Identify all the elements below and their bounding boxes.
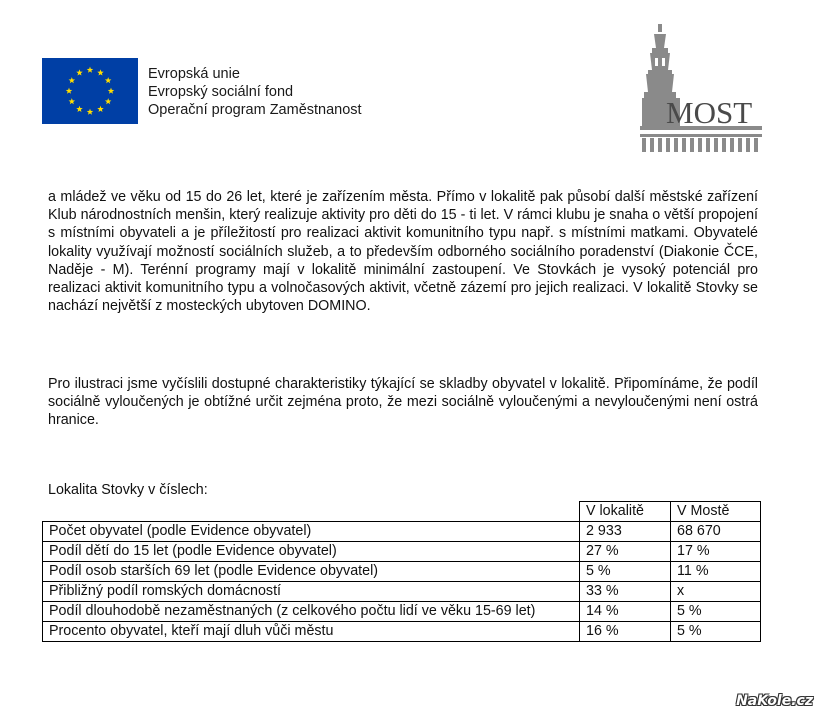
header-cell-most: V Mostě bbox=[671, 502, 761, 522]
eu-star-icon bbox=[97, 106, 103, 112]
eu-star-icon bbox=[87, 67, 93, 73]
row-value-locality: 33 % bbox=[580, 582, 671, 602]
eu-line-program: Operační program Zaměstnanost bbox=[148, 102, 362, 118]
table-row bbox=[43, 522, 761, 542]
table-header-row bbox=[43, 502, 761, 522]
eu-star-icon bbox=[105, 98, 111, 104]
table-row bbox=[43, 602, 761, 622]
eu-star-icon bbox=[97, 69, 103, 75]
eu-line-union: Evropská unie bbox=[148, 66, 240, 82]
row-label: Podíl dlouhodobě nezaměstnaných (z celkového počtu lidí ve věku 15-69 let) bbox=[43, 602, 580, 622]
eu-star-icon bbox=[87, 109, 93, 115]
eu-star-icon bbox=[69, 77, 75, 83]
table-row bbox=[43, 582, 761, 602]
eu-star-icon bbox=[69, 98, 75, 104]
eu-star-icon bbox=[76, 106, 82, 112]
eu-star-icon bbox=[76, 69, 82, 75]
row-label: Počet obyvatel (podle Evidence obyvatel) bbox=[43, 522, 580, 542]
eu-star-icon bbox=[105, 77, 111, 83]
row-label: Přibližný podíl romských domácností bbox=[43, 582, 580, 602]
eu-flag-logo bbox=[42, 58, 138, 124]
row-value-most: 5 % bbox=[671, 622, 761, 642]
eu-funding-text bbox=[148, 65, 362, 119]
row-label: Podíl dětí do 15 let (podle Evidence obyvatel) bbox=[43, 542, 580, 562]
eu-line-fund: Evropský sociální fond bbox=[148, 84, 294, 100]
row-value-locality: 14 % bbox=[580, 602, 671, 622]
watermark: NaKole.cz bbox=[736, 693, 813, 709]
table-row bbox=[43, 542, 761, 562]
eu-star-icon bbox=[66, 88, 72, 94]
table-row bbox=[43, 562, 761, 582]
row-value-most: 17 % bbox=[671, 542, 761, 562]
row-value-locality: 27 % bbox=[580, 542, 671, 562]
most-logo-text: MOST bbox=[666, 95, 753, 130]
eu-star-icon bbox=[108, 88, 114, 94]
header-cell-locality: V lokalitě bbox=[580, 502, 671, 522]
row-value-locality: 16 % bbox=[580, 622, 671, 642]
eu-stars-icon bbox=[42, 58, 138, 124]
header-cell-empty bbox=[43, 502, 580, 522]
row-value-most: 11 % bbox=[671, 562, 761, 582]
row-label: Procento obyvatel, kteří mají dluh vůči městu bbox=[43, 622, 580, 642]
row-value-most: 5 % bbox=[671, 602, 761, 622]
stats-table bbox=[42, 501, 761, 642]
table-row bbox=[43, 622, 761, 642]
row-value-most: 68 670 bbox=[671, 522, 761, 542]
row-value-most: x bbox=[671, 582, 761, 602]
row-label: Podíl osob starších 69 let (podle Evidence obyvatel) bbox=[43, 562, 580, 582]
row-value-locality: 2 933 bbox=[580, 522, 671, 542]
paragraph-1: a mládež ve věku od 15 do 26 let, které je zařízením města. Přímo v lokalitě pak působí další městské zařízení Klub národnostních menšin, který realizuje aktivity pro děti do 15 - ti let. V rámci klubu je snaha o větší propojení s místními obyvateli a je příležitostí pro realizaci aktivit komunitního typu např. s místními matkami. Obyvatelé lokality využívají možností sociálních služeb, a to především odborného sociálního poradenství (Diakonie ČCE, Naděje - M). Terénní programy mají v lokalitě minimální zastoupení. Ve Stovkách je vysoký potenciál pro realizaci aktivit komunitního typu a volnočasových aktivit, včetně zázemí pro jejich realizaci. V lokalitě Stovky se nachází největší z mosteckých ubytoven DOMINO. bbox=[48, 189, 758, 315]
paragraph-2: Pro ilustraci jsme vyčíslili dostupné charakteristiky týkající se skladby obyvatel v lokalitě. Připomínáme, že podíl sociálně vyloučených je obtížné určit zejména proto, že mezi sociálně vyloučenými a nevyloučenými není ostrá hranice. bbox=[48, 376, 758, 429]
most-city-logo bbox=[640, 22, 765, 157]
table-caption: Lokalita Stovky v číslech: bbox=[48, 482, 208, 498]
row-value-locality: 5 % bbox=[580, 562, 671, 582]
